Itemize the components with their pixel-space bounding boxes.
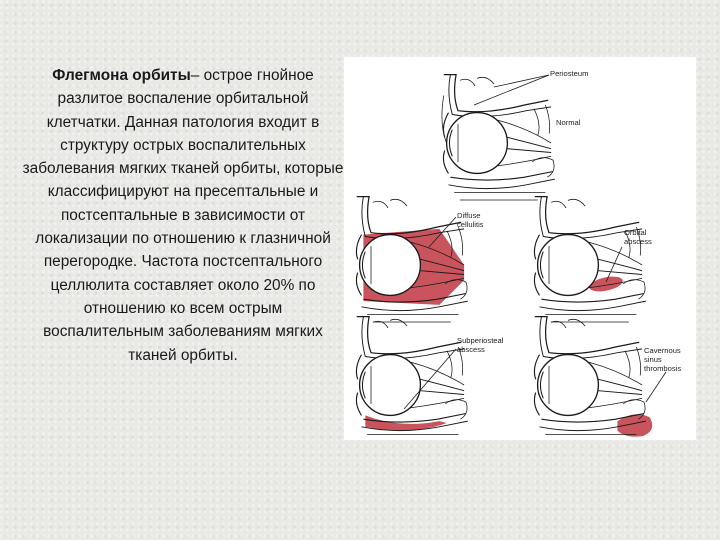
panel-cavernous-sinus-thrombosis — [534, 317, 652, 440]
label-orbital-1: Orbital — [624, 228, 647, 237]
label-cavernous-2: sinus — [644, 355, 662, 364]
orbital-cellulitis-figure — [344, 57, 696, 440]
panel-subperiosteal-abscess — [356, 317, 467, 440]
label-orbital-2: abscess — [624, 237, 652, 246]
label-normal: Normal — [556, 118, 581, 127]
label-subperiosteal-1: Subperiosteal — [457, 336, 504, 345]
label-subperiosteal-2: abscess — [457, 345, 485, 354]
label-diffuse-2: cellulitis — [457, 220, 484, 229]
panel-orbital-abscess — [534, 197, 645, 322]
label-cavernous-3: thrombosis — [644, 364, 682, 373]
panel-normal — [442, 75, 555, 200]
label-diffuse-1: Diffuse — [457, 211, 481, 220]
term-orbital-phlegmon: Флегмона орбиты — [52, 67, 191, 84]
description-text — [22, 64, 344, 367]
label-cavernous-1: Cavernous — [644, 346, 681, 355]
label-periosteum: Periosteum — [550, 69, 589, 78]
definition-text: – острое гнойное разлитое воспаление орбитальной клетчатки. Данная патология входит в структуру острых воспалительных заболевания мягких тканей орбиты, которые классифицируют на пресептальные и постсептальные в зависимости от локализации по отношению к глазничной перегородке. Частота постсептального целлюлита составляет около 20% по отношению ко всем острым воспалительным заболеваниям мягких тканей орбиты. — [22, 67, 344, 364]
panel-diffuse-cellulitis — [356, 197, 467, 322]
